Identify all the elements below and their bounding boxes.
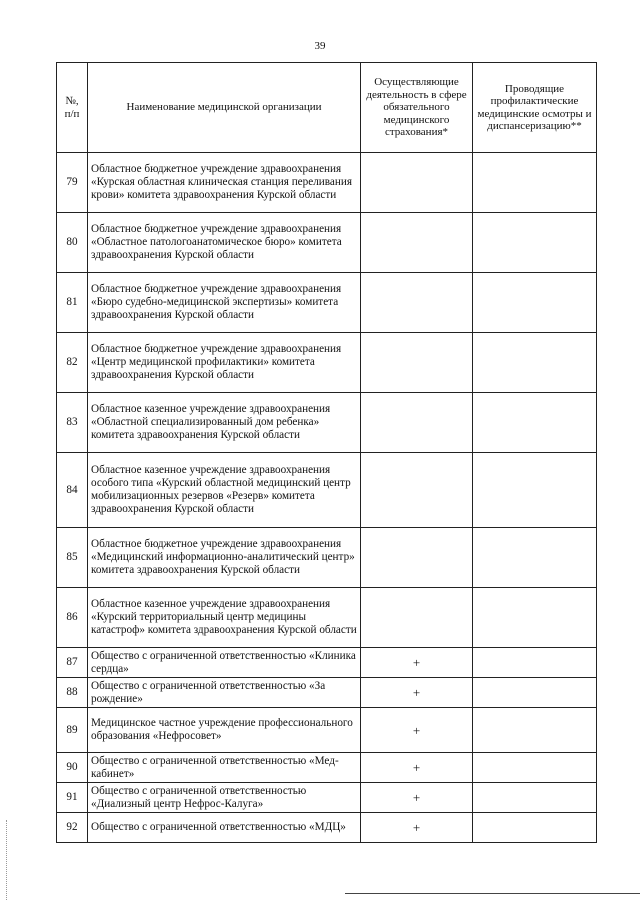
prof-mark: [473, 453, 597, 528]
prof-mark: [473, 588, 597, 648]
prof-mark: [473, 333, 597, 393]
organization-name: Общество с ограниченной ответственностью «Мед-кабинет»: [88, 753, 361, 783]
row-number: 91: [57, 783, 88, 813]
oms-mark: [361, 333, 473, 393]
organizations-table: [56, 62, 597, 843]
table-row: [57, 393, 597, 453]
table-row: [57, 813, 597, 843]
page-number: 39: [314, 40, 326, 52]
oms-mark: [361, 153, 473, 213]
organization-name: Областное казенное учреждение здравоохранения «Курский территориальный центр медицины катастроф» комитета здравоохранения Курской области: [88, 588, 361, 648]
organization-name: Общество с ограниченной ответственностью «За рождение»: [88, 678, 361, 708]
row-number: 86: [57, 588, 88, 648]
organization-name: Медицинское частное учреждение профессионального образования «Нефросовет»: [88, 708, 361, 753]
prof-mark: [473, 708, 597, 753]
row-number: 79: [57, 153, 88, 213]
prof-mark: [473, 393, 597, 453]
organization-name: Областное бюджетное учреждение здравоохранения «Бюро судебно-медицинской экспертизы» комитета здравоохранения Курской области: [88, 273, 361, 333]
oms-mark: [361, 393, 473, 453]
row-number: 80: [57, 213, 88, 273]
oms-mark: +: [361, 708, 473, 753]
table-row: [57, 528, 597, 588]
row-number: 81: [57, 273, 88, 333]
oms-mark: +: [361, 753, 473, 783]
oms-mark: +: [361, 783, 473, 813]
row-number: 87: [57, 648, 88, 678]
table-row: [57, 213, 597, 273]
organization-name: Общество с ограниченной ответственностью «Диализный центр Нефрос-Калуга»: [88, 783, 361, 813]
header-num: №, п/п: [57, 63, 88, 153]
table-header-row: [57, 63, 597, 153]
prof-mark: [473, 273, 597, 333]
table-body: [57, 153, 597, 843]
header-name: Наименование медицинской организации: [88, 63, 361, 153]
header-oms: Осуществляющие деятельность в сфере обязательного медицинского страхования*: [361, 63, 473, 153]
organization-name: Областное бюджетное учреждение здравоохранения «Центр медицинской профилактики» комитета здравоохранения Курской области: [88, 333, 361, 393]
table-row: [57, 588, 597, 648]
organization-name: Общество с ограниченной ответственностью «МДЦ»: [88, 813, 361, 843]
row-number: 88: [57, 678, 88, 708]
margin-marks: [6, 820, 9, 900]
oms-mark: +: [361, 648, 473, 678]
table-row: [57, 783, 597, 813]
row-number: 92: [57, 813, 88, 843]
oms-mark: [361, 273, 473, 333]
footer-rule: [345, 893, 640, 894]
row-number: 83: [57, 393, 88, 453]
header-prof: Проводящие профилактические медицинские осмотры и диспансеризацию**: [473, 63, 597, 153]
prof-mark: [473, 678, 597, 708]
row-number: 90: [57, 753, 88, 783]
oms-mark: +: [361, 813, 473, 843]
prof-mark: [473, 213, 597, 273]
prof-mark: [473, 813, 597, 843]
row-number: 85: [57, 528, 88, 588]
organization-name: Областное бюджетное учреждение здравоохранения «Курская областная клиническая станция переливания крови» комитета здравоохранения Курской области: [88, 153, 361, 213]
oms-mark: [361, 528, 473, 588]
oms-mark: [361, 453, 473, 528]
organization-name: Общество с ограниченной ответственностью «Клиника сердца»: [88, 648, 361, 678]
row-number: 89: [57, 708, 88, 753]
organization-name: Областное казенное учреждение здравоохранения особого типа «Курский областной медицинский центр мобилизационных резервов «Резерв» комитета здравоохранения Курской области: [88, 453, 361, 528]
oms-mark: [361, 213, 473, 273]
organization-name: Областное казенное учреждение здравоохранения «Областной специализированный дом ребенка» комитета здравоохранения Курской области: [88, 393, 361, 453]
prof-mark: [473, 753, 597, 783]
organization-name: Областное бюджетное учреждение здравоохранения «Медицинский информационно-аналитический центр» комитета здравоохранения Курской области: [88, 528, 361, 588]
prof-mark: [473, 783, 597, 813]
table-row: [57, 708, 597, 753]
table-row: [57, 153, 597, 213]
oms-mark: +: [361, 678, 473, 708]
prof-mark: [473, 153, 597, 213]
prof-mark: [473, 528, 597, 588]
table-row: [57, 678, 597, 708]
organization-name: Областное бюджетное учреждение здравоохранения «Областное патологоанатомическое бюро» комитета здравоохранения Курской области: [88, 213, 361, 273]
table-row: [57, 453, 597, 528]
table-row: [57, 648, 597, 678]
row-number: 84: [57, 453, 88, 528]
row-number: 82: [57, 333, 88, 393]
oms-mark: [361, 588, 473, 648]
table-row: [57, 753, 597, 783]
prof-mark: [473, 648, 597, 678]
table-row: [57, 273, 597, 333]
table-row: [57, 333, 597, 393]
